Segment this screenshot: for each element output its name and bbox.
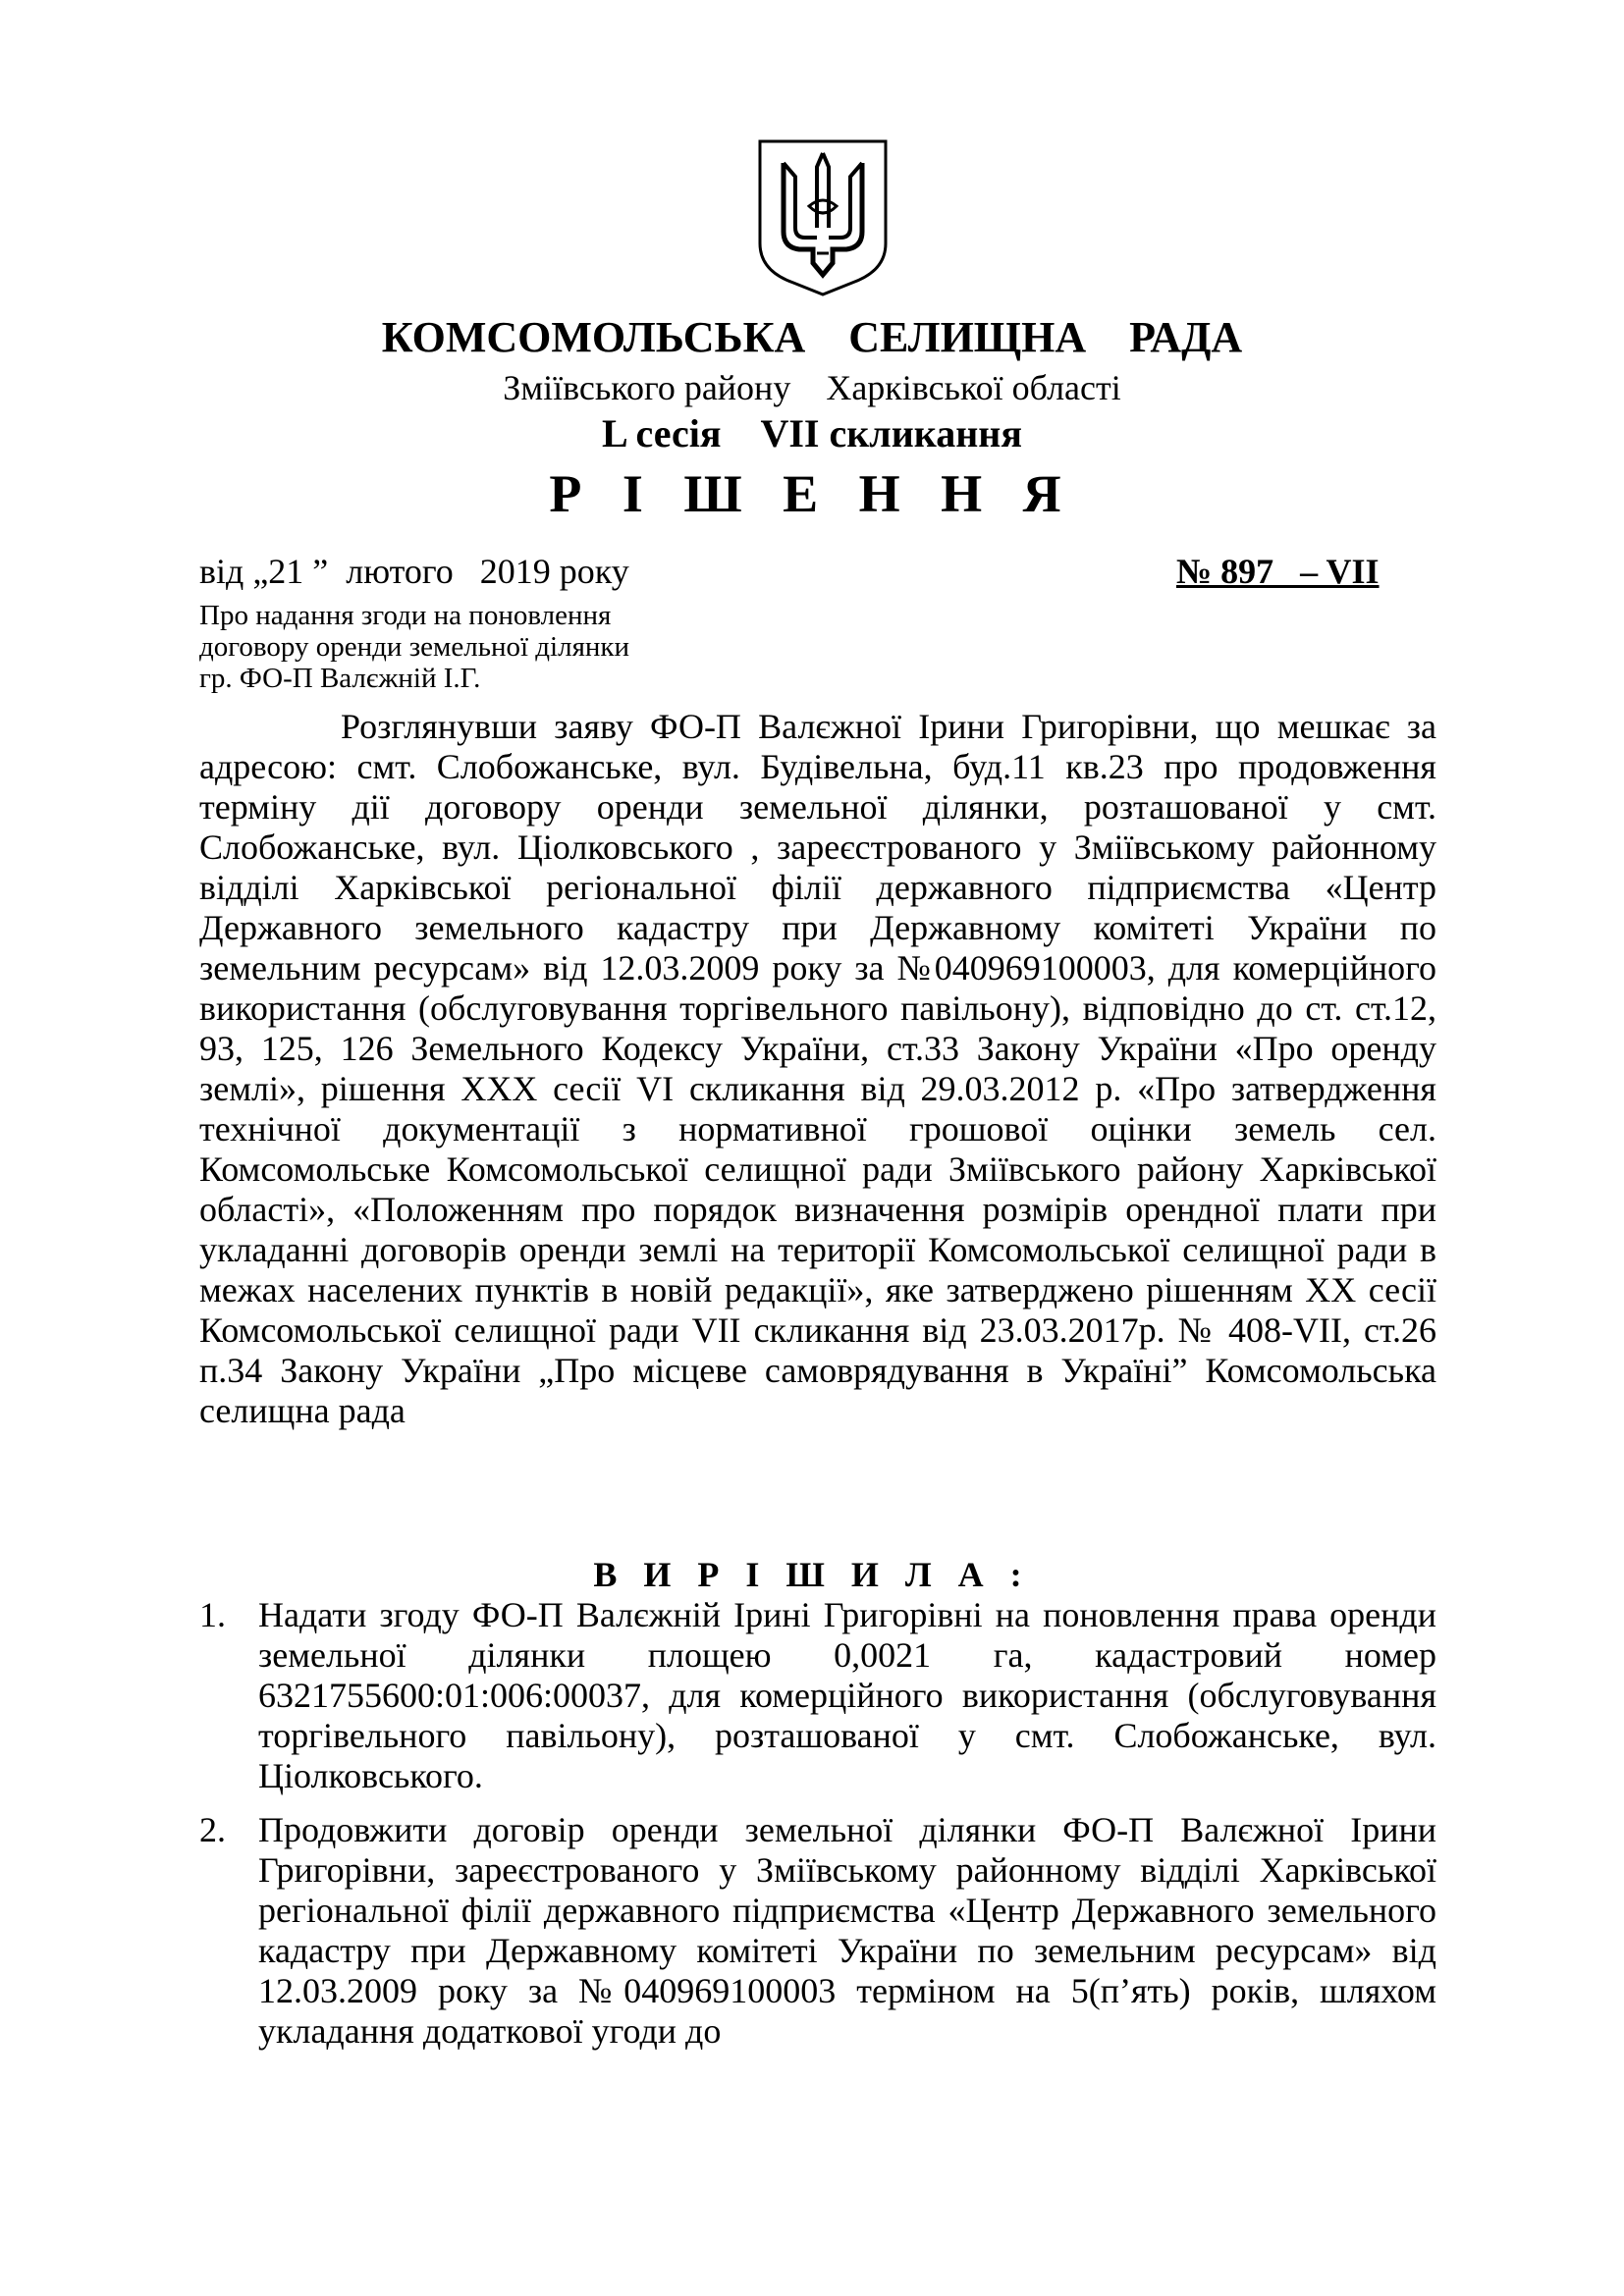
subject-line: Про надання згоди на поновлення (199, 600, 612, 631)
item-number: 2. (199, 1810, 226, 1849)
council-name: КОМСОМОЛЬСЬКА СЕЛИЩНА РАДА (381, 313, 1243, 361)
item-text: Надати згоду ФО-П Валєжній Ірині Григорівні на поновлення права оренди земельної ділянки площею 0,0021 га, кадастровий номер 6321755600:01:006:00037, для комерційного використання (обслуговування торгівельного павільону), розташованої у смт. Слобожанське, вул. Ціолковського. (258, 1595, 1436, 1795)
decision-number: № 897 – VII (1176, 552, 1380, 591)
resolved-heading: В И Р І Ш И Л А : (593, 1555, 1031, 1594)
subject-line: гр. ФО-П Валєжній І.Г. (199, 663, 481, 694)
item-number: 1. (199, 1595, 226, 1634)
subject-line: договору оренди земельної ділянки (199, 631, 630, 663)
decision-date: від „21 ” лютого 2019 року (199, 552, 629, 591)
session-line: L сесія VII скликання (602, 411, 1022, 455)
decision-subject (199, 600, 629, 694)
preamble-paragraph: Розглянувши заяву ФО-П Валєжної Ірини Григорівни, що мешкає за адресою: смт. Слобожанське, вул. Будівельна, буд.11 кв.23 про продовження терміну дії договору оренди земельної ділянки, розташованої у смт. Слобожанське, вул. Ціолковського , зареєстрованого у Зміївському районному відділі Харківської регіональної філії державного підприємства «Центр Державного земельного кадастру при Державному комітеті України по земельним ресурсам» від 12.03.2009 року за №040969100003, для комерційного використання (обслуговування торгівельного павільону), відповідно до ст. ст.12, 93, 125, 126 Земельного Кодексу України, ст.33 Закону України «Про оренду землі», рішення ХХХ сесії VI скликання від 29.03.2012 р. «Про затвердження технічної документації з нормативної грошової оцінки земель сел. Комсомольське Комсомольської селищної ради Зміївського району Харківської області», «Положенням про порядок визначення розмірів орендної плати при укладанні договорів оренди землі на території Комсомольської селищної ради в межах населених пунктів в новій редакції», яке затверджено рішенням ХХ сесії Комсомольської селищної ради VII скликання від 23.03.2017р. № 408-VII, ст.26 п.34 Закону України „Про місцеве самоврядування в Україні” Комсомольська селищна рада (199, 707, 1436, 1430)
coat-of-arms-icon (754, 137, 892, 296)
item-text: Продовжити договір оренди земельної ділянки ФО-П Валєжної Ірини Григорівни, зареєстрованого у Зміївському районному відділі Харківської регіональної філії державного підприємства «Центр Державного земельного кадастру при Державному комітеті України по земельним ресурсам» від 12.03.2009 року за №040969100003 терміном на 5(п’ять) років, шляхом укладання додаткової угоди до (258, 1810, 1436, 2051)
resolution-item (199, 1595, 1436, 1796)
resolution-items (199, 1595, 1436, 2065)
resolution-item (199, 1810, 1436, 2052)
document-type-title: Р І Ш Е Н Н Я (549, 464, 1075, 523)
district-line: Зміївського району Харківської області (503, 368, 1121, 407)
